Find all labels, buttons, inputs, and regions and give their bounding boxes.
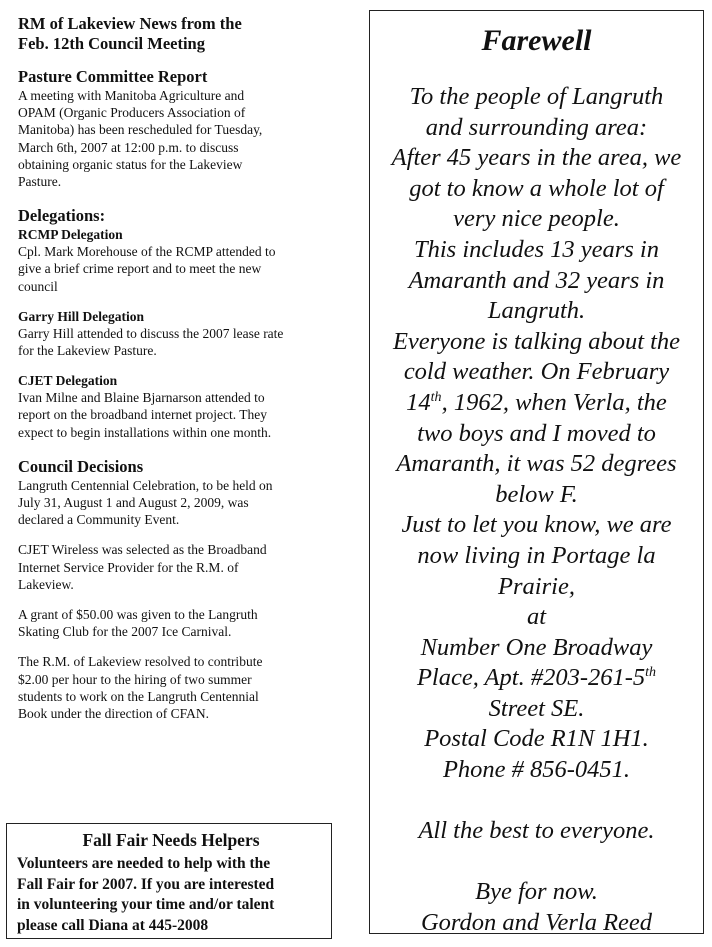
farewell-line: Phone # 856-0451.: [442, 756, 631, 784]
farewell-line: Number One Broadway: [420, 633, 653, 661]
text-line: Skating Club for the 2007 Ice Carnival.: [18, 624, 232, 640]
text-line: Fall Fair for 2007. If you are interested: [17, 875, 275, 893]
farewell-line: now living in Portage la: [417, 541, 656, 569]
council-news-column: [18, 14, 358, 722]
text-line: Cpl. Mark Morehouse of the RCMP attended to: [18, 244, 276, 260]
text-line: Lakeview.: [18, 576, 74, 592]
date-day: 14: [406, 388, 431, 416]
farewell-line: below F.: [495, 480, 578, 508]
farewell-title: Farewell: [481, 24, 592, 57]
farewell-box: [369, 10, 704, 937]
cjet-delegation-title: CJET Delegation: [18, 373, 118, 389]
text-line: Garry Hill attended to discuss the 2007 lease rate: [18, 325, 284, 341]
farewell-line: [370, 663, 703, 694]
council-decisions-heading: Council Decisions: [18, 456, 144, 476]
text-line: report on the broadband internet project. They: [18, 407, 268, 423]
ordinal-suffix: th: [430, 389, 442, 405]
masthead-line-2: Feb. 12th Council Meeting: [18, 34, 205, 53]
farewell-line: Prairie,: [498, 572, 575, 600]
text-line: Volunteers are needed to help with the: [17, 855, 271, 872]
text-line: Pasture.: [18, 174, 62, 190]
text-line: Internet Service Provider for the R.M. of: [18, 559, 239, 575]
text-line: Manitoba) has been rescheduled for Tuesday,: [18, 122, 263, 138]
text-line: The R.M. of Lakeview resolved to contribute: [18, 654, 263, 670]
text-line: OPAM (Organic Producers Association of: [18, 105, 246, 121]
farewell-line: After 45 years in the area, we: [391, 144, 682, 172]
text-line: give a brief crime report and to meet the new: [18, 261, 262, 277]
garry-hill-delegation-title: Garry Hill Delegation: [18, 308, 144, 324]
farewell-line: got to know a whole lot of: [409, 174, 664, 202]
farewell-line: Amaranth and 32 years in: [408, 266, 665, 294]
farewell-line: cold weather. On February: [403, 358, 670, 386]
text-line: A grant of $50.00 was given to the Langruth: [18, 607, 258, 623]
decision-paragraph: [18, 653, 358, 722]
delegations-heading: Delegations:: [18, 206, 106, 226]
text-line: Book under the direction of CFAN.: [18, 706, 209, 722]
masthead: [18, 14, 358, 54]
farewell-line: Bye for now.: [475, 878, 598, 906]
fall-fair-text: [17, 854, 325, 936]
text-line: Ivan Milne and Blaine Bjarnarson attended to: [18, 390, 265, 406]
council-decisions-section: [18, 457, 358, 722]
decision-paragraph: [18, 477, 358, 529]
text-line: March 6th, 2007 at 12:00 p.m. to discuss: [18, 139, 239, 155]
farewell-line: very nice people.: [453, 205, 620, 233]
farewell-line: Everyone is talking about the: [392, 327, 681, 355]
text-line: declared a Community Event.: [18, 512, 180, 528]
garry-hill-delegation-text: [18, 325, 358, 359]
decision-paragraph: [18, 606, 358, 640]
farewell-line: Langruth.: [487, 297, 586, 325]
text-line: A meeting with Manitoba Agriculture and: [18, 88, 245, 103]
pasture-text: [18, 87, 358, 190]
text-line: students to work on the Langruth Centennial: [18, 688, 259, 704]
farewell-line: Street SE.: [488, 694, 585, 722]
masthead-line-1: RM of Lakeview News from the: [18, 14, 242, 33]
farewell-line: at: [526, 603, 547, 631]
rcmp-delegation-title: RCMP Delegation: [18, 227, 123, 243]
farewell-line: To the people of Langruth: [409, 83, 664, 110]
decision-paragraph: [18, 541, 358, 593]
text-line: Langruth Centennial Celebration, to be held on: [18, 477, 273, 493]
fall-fair-title: Fall Fair Needs Helpers: [82, 830, 260, 850]
farewell-signature: Gordon and Verla Reed: [420, 909, 653, 937]
farewell-line: [370, 388, 703, 419]
text-line: CJET Wireless was selected as the Broadband: [18, 542, 267, 558]
farewell-line: two boys and I moved to: [417, 419, 656, 447]
farewell-line: All the best to everyone.: [418, 817, 655, 845]
farewell-line: This includes 13 years in: [414, 235, 659, 263]
text-line: expect to begin installations within one month.: [18, 424, 272, 440]
pasture-section: [18, 67, 358, 190]
ordinal-suffix: th: [645, 665, 657, 681]
text-line: please call Diana at 445-2008: [17, 916, 209, 934]
text-line: obtaining organic status for the Lakeview: [18, 156, 243, 172]
cjet-delegation-text: [18, 389, 358, 441]
farewell-line: Amaranth, it was 52 degrees: [396, 450, 677, 478]
farewell-line: Postal Code R1N 1H1.: [424, 725, 649, 753]
date-rest: , 1962, when Verla, the: [441, 388, 667, 416]
text-line: $2.00 per hour to the hiring of two summer: [18, 671, 252, 687]
farewell-line: Just to let you know, we are: [401, 511, 672, 539]
fall-fair-box: [6, 823, 332, 939]
farewell-line: and surrounding area:: [425, 113, 648, 141]
rcmp-delegation-text: [18, 243, 358, 295]
text-line: July 31, August 1 and August 2, 2009, was: [18, 495, 249, 511]
address-text: Place, Apt. #203-261-5: [416, 664, 646, 692]
text-line: council: [18, 278, 58, 294]
text-line: in volunteering your time and/or talent: [17, 896, 275, 913]
delegations-section: [18, 206, 358, 441]
pasture-heading: Pasture Committee Report: [18, 67, 208, 86]
text-line: for the Lakeview Pasture.: [18, 343, 157, 359]
